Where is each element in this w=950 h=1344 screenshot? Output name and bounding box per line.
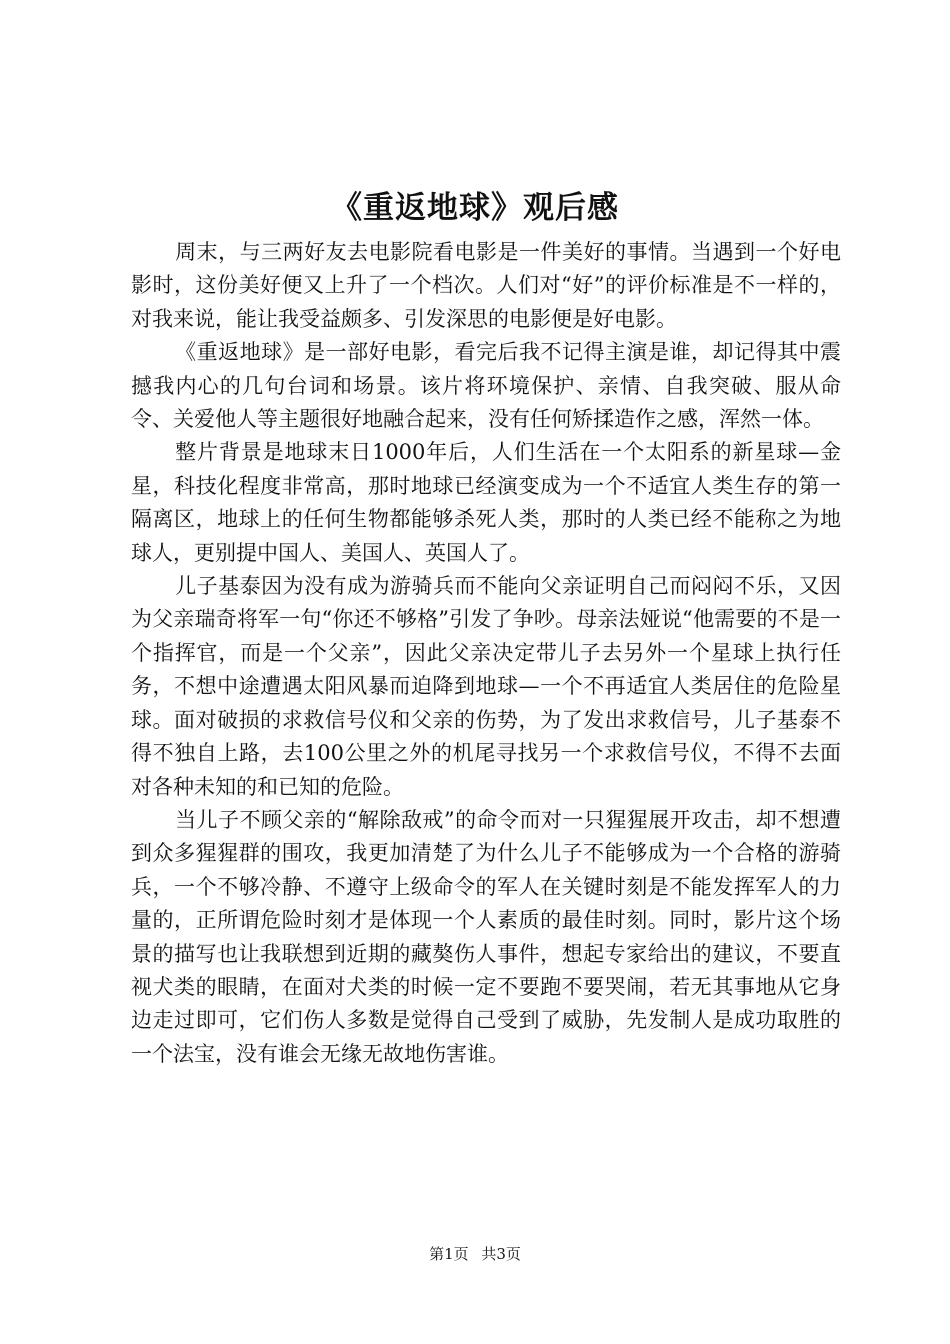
paragraph-5: 当儿子不顾父亲的“解除敌戒”的命令而对一只猩猩展开攻击，却不想遭到众多猩猩群的围攻，我更加清楚了为什么儿子不能够成为一个合格的游骑兵，一个不够冷静、不遵守上级命令的军人在关键时刻是不能发挥军人的力量的，正所谓危险时刻才是体现一个人素质的最佳时刻。同时，影片这个场景的描写也让我联想到近期的藏獒伤人事件，想起专家给出的建议，不要直视犬类的眼睛，在面对犬类的时候一定不要跑不要哭闹，若无其事地从它身边走过即可，它们伤人多数是觉得自己受到了威胁，先发制人是成功取胜的一个法宝，没有谁会无缘无故地伤害谁。	[131, 807, 841, 1066]
document-body	[131, 236, 841, 1071]
paragraph-2: 《重返地球》是一部好电影，看完后我不记得主演是谁，却记得其中震撼我内心的几句台词和场景。该片将环境保护、亲情、自我突破、服从命令、关爱他人等主题很好地融合起来，没有任何矫揉造作之感，浑然一体。	[131, 340, 841, 432]
document-title: 《重返地球》观后感	[331, 190, 619, 226]
paragraph-4: 儿子基泰因为没有成为游骑兵而不能向父亲证明自己而闷闷不乐，又因为父亲瑞奇将军一句“你还不够格”引发了争吵。母亲法娅说“他需要的不是一个指挥官，而是一个父亲”，因此父亲决定带儿子去另外一个星球上执行任务，不想中途遭遇太阳风暴而迫降到地球—一个不再适宜人类居住的危险星球。面对破损的求救信号仪和父亲的伤势，为了发出求救信号，儿子基泰不得不独自上路，去100公里之外的机尾寻找另一个求救信号仪，不得不去面对各种未知的和已知的危险。	[131, 574, 841, 799]
paragraph-1: 周末，与三两好友去电影院看电影是一件美好的事情。当遇到一个好电影时，这份美好便又上升了一个档次。人们对“好”的评价标准是不一样的，对我来说，能让我受益颇多、引发深思的电影便是好电影。	[131, 240, 841, 331]
page-total: 共3页	[481, 1245, 521, 1263]
page-footer	[0, 1244, 950, 1264]
paragraph-3: 整片背景是地球末日1000年后，人们生活在一个太阳系的新星球—金星，科技化程度非常高，那时地球已经演变成为一个不适宜人类生存的第一隔离区，地球上的任何生物都能够杀死人类，那时的人类已经不能称之为地球人，更别提中国人、美国人、英国人了。	[131, 440, 841, 565]
page-number: 第1页	[429, 1245, 469, 1263]
